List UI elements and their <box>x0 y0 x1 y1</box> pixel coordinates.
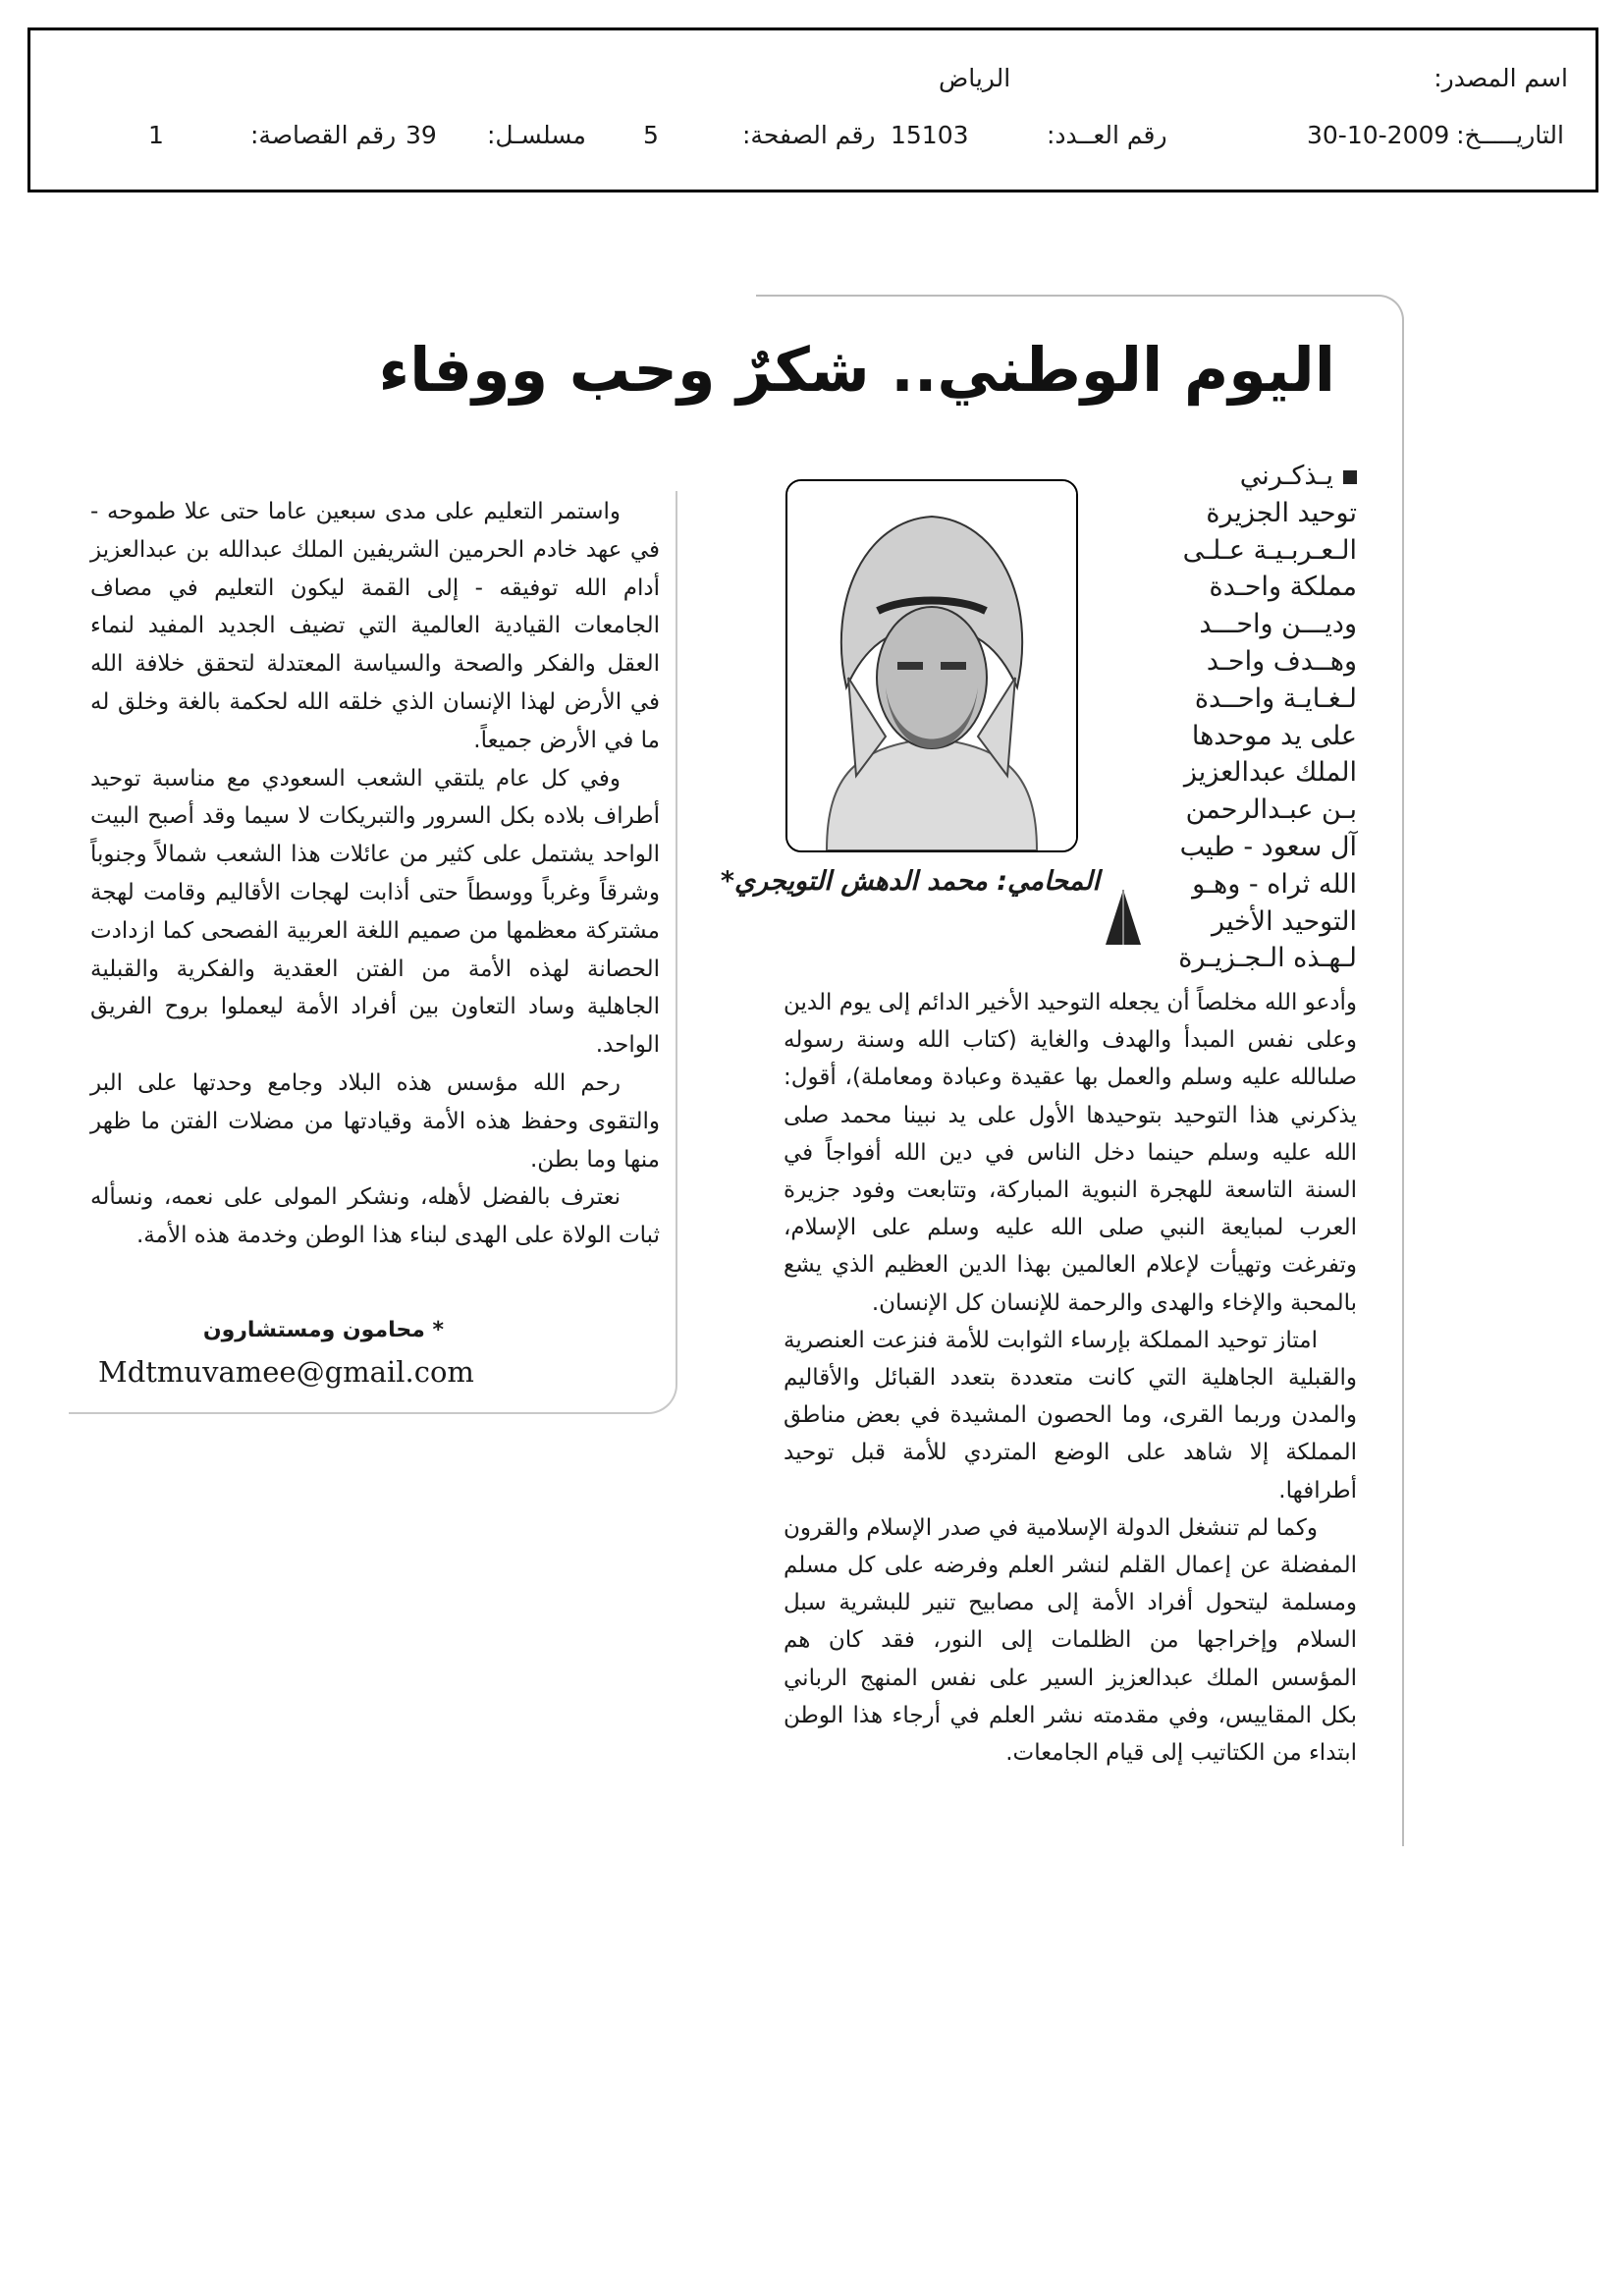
body-paragraph: رحم الله مؤسس هذه البلاد وجامع وحدتها على البر والتقوى وحفظ هذه الأمة وقيادتها من مضلات الفتن ما ظهر منها وما بطن. <box>90 1069 660 1173</box>
intro-line: على يد موحدها <box>1191 720 1357 751</box>
date-value: 30-10-2009 <box>1307 121 1450 149</box>
body-paragraph: وفي كل عام يلتقي الشعب السعودي مع مناسبة توحيد أطراف بلاده بكل السرور والتبريكات لا سيما وقد أصبح البيت الواحد يشتمل على كثير من عائلات هذا الشعب شمالاً وجنوباً وشرقاً وغرباً ووسطاً حتى أذابت لهجات الأقاليم وقامت لهجة مشتركة معظمها من صميم اللغة العربية الفصحى كما ازدادت الحصانة لهذه الأمة من الفتن العقدية والفكرية والقبلية الجاهلية وساد التعاون بين أفراد الأمة ليعملوا بروح الفريق الواحد. <box>90 765 660 1059</box>
author-portrait-icon <box>787 481 1076 850</box>
intro-line: مملكة واحـدة <box>1209 572 1357 603</box>
article-intro-column <box>1139 458 1357 977</box>
intro-line: وديـــن واحـــد <box>1199 609 1357 640</box>
body-paragraph: امتاز توحيد المملكة بإرساء الثوابت للأمة فنزعت العنصرية والقبلية الجاهلية التي كانت متعددة بتعدد القبائل والأقاليم والمدن وربما القرى، وما الحصون المشيدة في بعض مناطق المملكة إلا شاهد على الوضع المتردي للأمة قبل توحيد أطرافها. <box>784 1327 1357 1503</box>
author-note: * محامون ومستشارون <box>202 1318 444 1342</box>
issue-value: 15103 <box>891 121 969 149</box>
intro-line: يـذكـرني <box>1139 458 1357 495</box>
page-value: 5 <box>643 121 659 149</box>
clip-label: رقم القصاصة: <box>250 121 397 149</box>
body-paragraph: واستمر التعليم على مدى سبعين عاما حتى علا طموحه - في عهد خادم الحرمين الشريفين الملك عبدالله بن عبدالعزيز أدام الله توفيقه - إلى القمة ليكون التعليم في مصاف الجامعات القيادية العالمية التي تضيف الجديد المفيد لنماء العقل والفكر والصحة والسياسة المعتدلة لتحقق خلافة الله في الأرض لهذا الإنسان الذي خلقه الله لحكمة بالغة وخلق له ما في الأرض جميعاً. <box>90 499 660 753</box>
intro-line: التوحيد الأخير <box>1211 905 1357 937</box>
author-byline: المحامي: محمد الدهش التويجري* <box>720 866 1100 897</box>
source-label: اسم المصدر: <box>1434 64 1568 92</box>
article-headline: اليوم الوطني.. شكرٌ وحب ووفاء <box>378 334 1335 406</box>
article-body-right <box>784 984 1357 1772</box>
intro-line: وهــدف واحـد <box>1206 645 1357 677</box>
body-paragraph: نعترف بالفضل لأهله، ونشكر المولى على نعمه، ونسأله ثبات الولاة على الهدى لبناء هذا الوطن وخدمة هذه الأمة. <box>90 1184 660 1249</box>
issue-label: رقم العــدد: <box>1047 121 1167 149</box>
intro-line: لـهـذه الـجـزيـرة <box>1178 943 1357 974</box>
intro-line: الملك عبدالعزيز <box>1183 757 1357 789</box>
source-value: الرياض <box>939 64 1011 92</box>
date-label: التاريـــــخ: <box>1456 121 1564 149</box>
body-paragraph: وأدعو الله مخلصاً أن يجعله التوحيد الأخير الدائم إلى يوم الدين وعلى نفس المبدأ والهدف والغاية (كتاب الله وسنة رسوله صلىالله عليه وسلم والعمل بها عقيدة وعبادة ومعاملة)، أقول: يذكرني هذا التوحيد بتوحيدها الأول على يد نبينا محمد صلى الله عليه وسلم حينما دخل الناس في دين الله أفواجاً في السنة التاسعة للهجرة النبوية المباركة، وتتابعت وفود جزيرة العرب لمبايعة النبي صلى الله عليه وسلم على الإسلام، وتفرغت وتهيأت لإعلام العالمين بهذا الدين العظيم الذي يشع بالمحبة والإخاء والهدى والرحمة للإنسان كل الإنسان. <box>784 990 1357 1316</box>
author-email: Mdtmuvamee@gmail.com <box>98 1355 474 1389</box>
square-bullet-icon <box>1343 470 1357 484</box>
clip-value: 1 <box>148 121 164 149</box>
page-label: رقم الصفحة: <box>742 121 876 149</box>
ornament-icon <box>1104 888 1143 947</box>
article-body-left <box>90 493 660 1255</box>
serial-value: 39 <box>406 121 437 149</box>
author-photo <box>785 479 1078 852</box>
intro-line: الـعـربـيـة عـلـى <box>1182 534 1357 566</box>
intro-line: توحيد الجزيرة <box>1206 497 1357 528</box>
intro-line: لـغـايـة واحــدة <box>1194 683 1357 714</box>
serial-label: مسلسـل: <box>487 121 586 149</box>
body-paragraph: وكما لم تنشغل الدولة الإسلامية في صدر الإسلام والقرون المفضلة عن إعمال القلم لنشر العلم وفرضه على كل مسلم ومسلمة ليتحول أفراد الأمة إلى مصابيح تنير للبشرية سبل السلام وإخراجها من الظلمات إلى النور، فقد كان هم المؤسس الملك عبدالعزيز السير على نفس المنهج الرباني بكل المقاييس، وفي مقدمته نشر العلم في أرجاء هذا الوطن ابتداء من الكتاتيب إلى قيام الجامعات. <box>784 1514 1357 1767</box>
intro-line: الله ثراه - وهـو <box>1192 868 1357 900</box>
intro-line: بـن عبـدالرحمن <box>1185 794 1357 826</box>
clipping-header <box>27 27 1598 192</box>
intro-line: آل سعود - طيب <box>1179 831 1357 862</box>
